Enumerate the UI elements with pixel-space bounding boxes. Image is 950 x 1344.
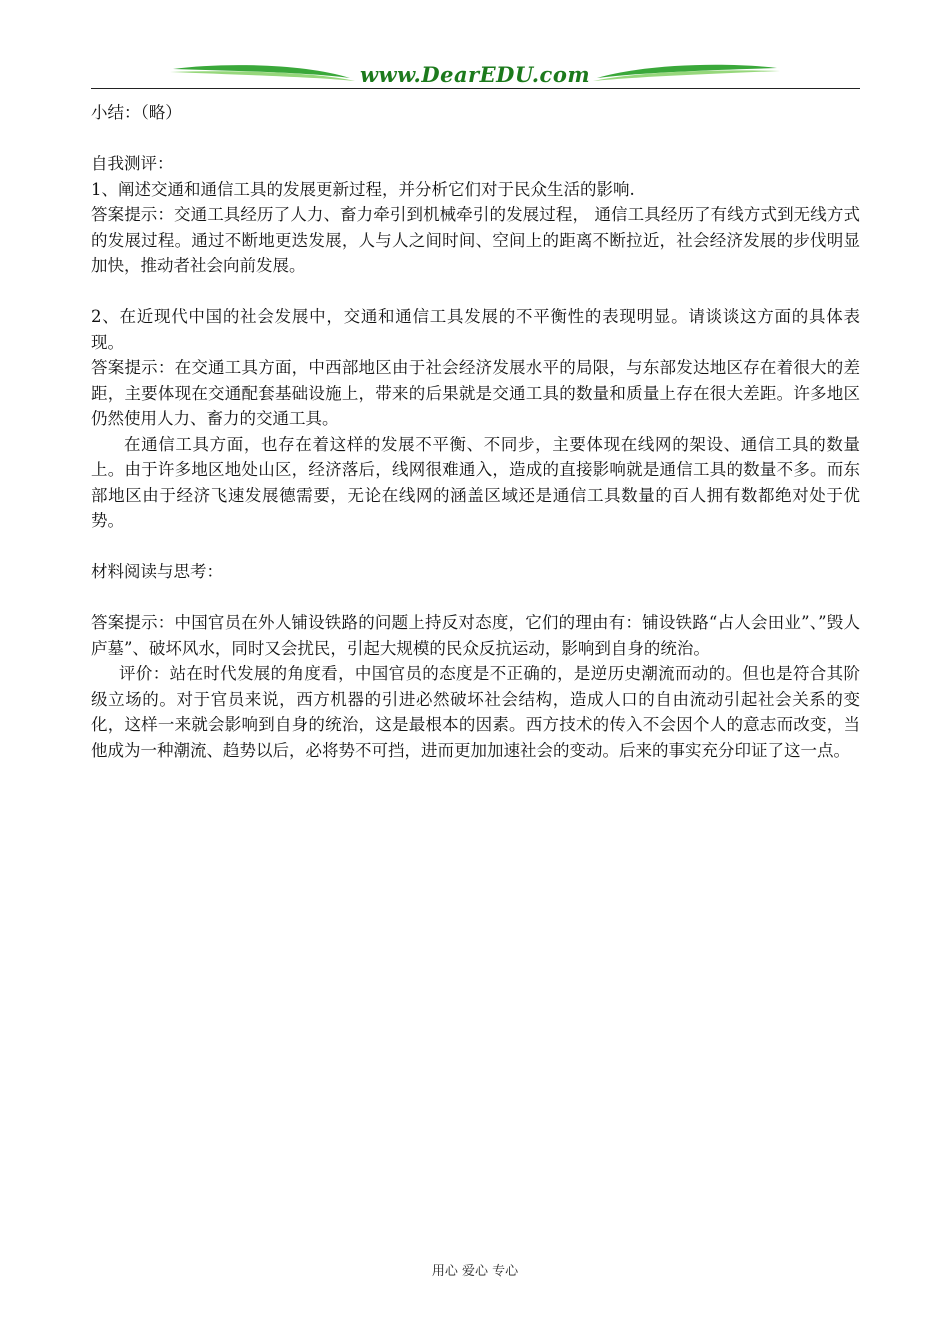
- evaluation-paragraph: 评价：站在时代发展的角度看，中国官员的态度是不正确的，是逆历史潮流而动的。但也是符合其阶级立场的。对于官员来说，西方机器的引进必然破坏社会结构，造成人口的自由流动引起社会关系的变化，这样一来就会影响到自身的统治，这是最根本的因素。西方技术的传入不会因个人的意志而改变，当他成为一种潮流、趋势以后，必将势不可挡，进而更加加速社会的变动。后来的事实充分印证了这一点。: [91, 664, 860, 760]
- answer-2-paragraph-1: 答案提示：在交通工具方面，中西部地区由于社会经济发展水平的局限，与东部发达地区存在着很大的差距，主要体现在交通配套基础设施上，带来的后果就是交通工具的数量和质量上存在很大差距。许多地区仍然使用人力、畜力的交通工具。: [91, 358, 860, 428]
- question-2: 2、在近现代中国的社会发展中，交通和通信工具发展的不平衡性的表现明显。请谈谈这方面的具体表现。: [91, 307, 860, 352]
- site-url-logo: www.DearEDU.com: [359, 62, 591, 87]
- document-body: [91, 100, 860, 763]
- reading-heading: 材料阅读与思考：: [91, 562, 223, 581]
- header-divider: [91, 88, 860, 89]
- question-1: 1、阐述交通和通信工具的发展更新过程，并分析它们对于民众生活的影响.: [91, 179, 635, 199]
- header-banner: [165, 58, 785, 92]
- summary-line: 小结：（略）: [91, 103, 182, 122]
- answer-2-paragraph-2: 在通信工具方面，也存在着这样的发展不平衡、不同步，主要体现在线网的架设、通信工具的数量上。由于许多地区地处山区，经济落后，线网很难通入，造成的直接影响就是通信工具的数量不多。而东部地区由于经济飞速发展德需要，无论在线网的涵盖区域还是通信工具数量的百人拥有数都绝对处于优势。: [91, 434, 860, 530]
- page-footer: 用心 爱心 专心: [431, 1264, 519, 1279]
- self-test-heading: 自我测评：: [91, 154, 174, 173]
- answer-1: 答案提示：交通工具经历了人力、畜力牵引到机械牵引的发展过程， 通信工具经历了有线方式到无线方式的发展过程。通过不断地更迭发展，人与人之间时间、空间上的距离不断拉近，社会经济发展的步伐明显加快，推动者社会向前发展。: [91, 205, 860, 275]
- answer-3: 答案提示：中国官员在外人铺设铁路的问题上持反对态度，它们的理由有：铺设铁路“占人会田业”、”毁人庐墓”、破坏风水，同时又会扰民，引起大规模的民众反抗运动，影响到自身的统治。: [91, 613, 860, 658]
